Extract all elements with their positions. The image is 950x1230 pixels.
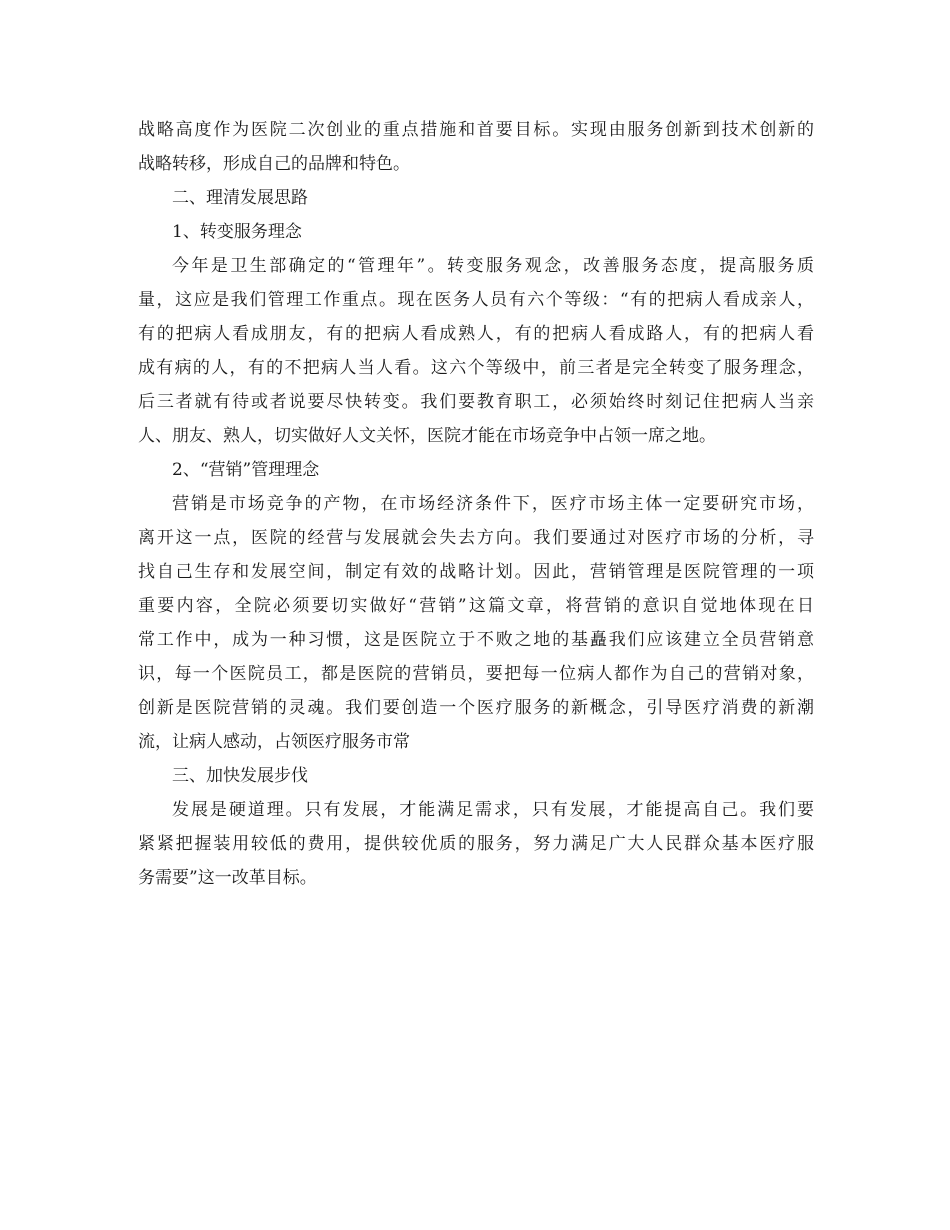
text-line: 重要内容，全院必须要切实做好“营销”这篇文章，将营销的意识自觉地体现在日 bbox=[138, 596, 814, 616]
text-line: 战略转移，形成自己的品牌和特色。 bbox=[138, 154, 410, 174]
text-line: 紧紧把握装用较低的费用，提供较优质的服务，努力满足广大人民群众基本医疗服 bbox=[138, 834, 814, 854]
text-line: 离开这一点，医院的经营与发展就会失去方向。我们要通过对医疗市场的分析，寻 bbox=[138, 528, 814, 548]
text-line: 有的把病人看成朋友，有的把病人看成熟人，有的把病人看成路人，有的把病人看 bbox=[138, 324, 814, 344]
text-line: 识，每一个医院员工，都是医院的营销员，要把每一位病人都作为自己的营销对象， bbox=[138, 664, 814, 684]
text-line: 今年是卫生部确定的“管理年”。转变服务观念，改善服务态度，提高服务质 bbox=[172, 256, 814, 276]
text-line: 务需要”这一改革目标。 bbox=[138, 868, 317, 888]
text-line: 二、理清发展思路 bbox=[172, 188, 308, 208]
text-line: 发展是硬道理。只有发展，才能满足需求，只有发展，才能提高自己。我们要 bbox=[172, 800, 814, 820]
text-line: 战略高度作为医院二次创业的重点措施和首要目标。实现由服务创新到技术创新的 bbox=[138, 120, 814, 140]
text-line: 创新是医院营销的灵魂。我们要创造一个医疗服务的新概念，引导医疗消费的新潮 bbox=[138, 698, 814, 718]
text-line: 成有病的人，有的不把病人当人看。这六个等级中，前三者是完全转变了服务理念， bbox=[138, 358, 814, 378]
text-line: 人、朋友、熟人，切实做好人文关怀，医院才能在市场竞争中占领一席之地。 bbox=[138, 426, 716, 446]
text-line: 2、“营销”管理理念 bbox=[172, 460, 320, 480]
text-line: 1、转变服务理念 bbox=[172, 222, 302, 242]
text-line: 营销是市场竞争的产物，在市场经济条件下，医疗市场主体一定要研究市场， bbox=[172, 494, 814, 514]
text-line: 流，让病人感动，占领医疗服务市常 bbox=[138, 732, 410, 752]
text-line: 常工作中，成为一种习惯，这是医院立于不败之地的基矗我们应该建立全员营销意 bbox=[138, 630, 814, 650]
document-body bbox=[138, 113, 814, 895]
text-line: 三、加快发展步伐 bbox=[172, 766, 308, 786]
text-line: 量，这应是我们管理工作重点。现在医务人员有六个等级：“有的把病人看成亲人， bbox=[138, 290, 814, 310]
text-line: 后三者就有待或者说要尽快转变。我们要教育职工，必须始终时刻记住把病人当亲 bbox=[138, 392, 814, 412]
text-line: 找自己生存和发展空间，制定有效的战略计划。因此，营销管理是医院管理的一项 bbox=[138, 562, 814, 582]
